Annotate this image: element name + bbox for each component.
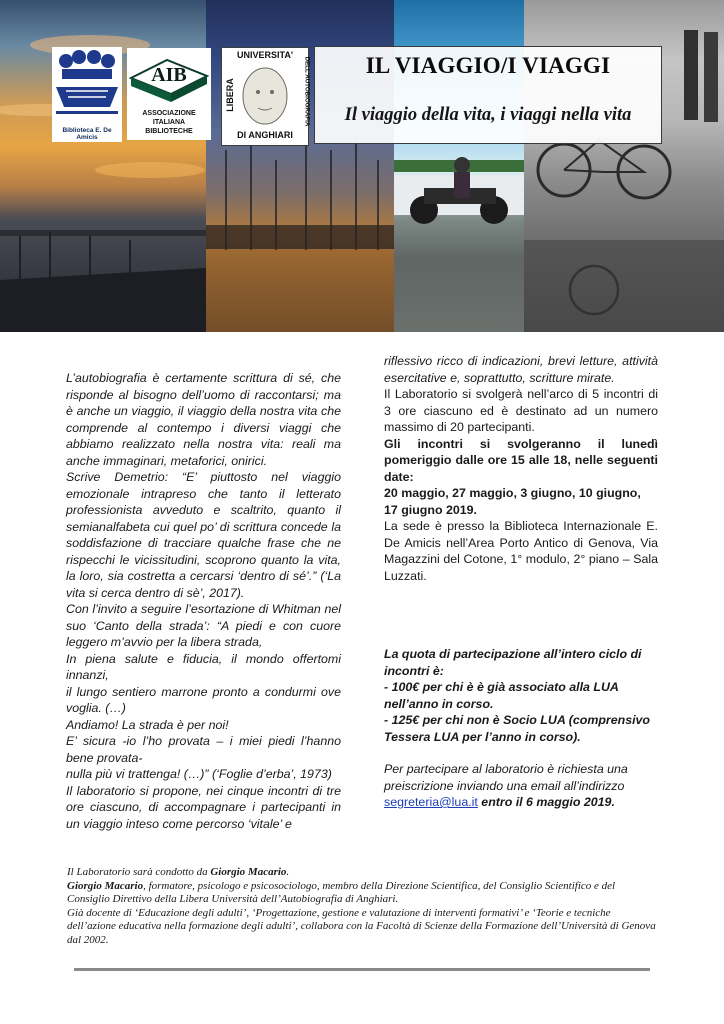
laboratory-structure: Il Laboratorio si svolgerà nell’arco di 5 incontri di 3 ore ciascuno ed è destinato ad un numero massimo di 20 partecipanti. [384,387,658,434]
libera-logo-side: LIBERA [225,78,235,112]
left-column [66,370,341,832]
footer-conductor [67,866,659,880]
aib-line-1: ASSOCIAZIONE [142,110,196,117]
footer-conductor-post: . [286,866,290,878]
poem-line-2: il lungo sentiero marrone pronto a condurmi ove voglia. (…) [66,684,341,715]
fee-members: - 100€ per chi è è già associato alla LUA nell’anno in corso. [384,680,619,711]
fee-non-members: - 125€ per chi non è Socio LUA (comprensivo Tessera LUA per l’anno in corso). [384,713,650,744]
poem-line-1: In piena salute e fiducia, il mondo offertomi innanzi, [66,651,341,682]
whitman-intro: Con l’invito a seguire l’esortazione di Whitman nel suo ‘Canto della strada’: “A piedi e con cuore leggero m’avvio per la libera strada, [66,602,341,649]
signup-paragraph [384,761,658,811]
biblioteca-de-amicis-logo [52,47,122,142]
footer-bio [67,880,659,907]
footer-bio-text: , formatore, psicologo e psicosociologo, membro della Direzione Scientifica, del Consiglio Scientifico e del Consiglio Direttivo della Libera Università dell’Autobiografia di Anghiari. [67,879,616,905]
laboratory-purpose: Il laboratorio si propone, nei cinque incontri di tre ore ciascuno, di accompagnare i partecipanti in un viaggio inteso come percorso ‘vitale’ e [66,783,341,831]
footer-conductor-name: Giorgio Macario [210,866,287,878]
footer-bio-name: Giorgio Macario [67,879,144,892]
fee-intro: La quota di partecipazione all’intero ciclo di incontri è: [384,647,642,678]
footer-divider [74,968,650,971]
footer-conductor-pre: Il Laboratorio sarà condotto da [67,866,211,878]
ship-icon [52,47,122,125]
schedule-dates: 20 maggio, 27 maggio, 3 giugno, 10 giugno, 17 giugno 2019. [384,486,641,517]
poem-line-5: nulla più vi trattenga! (…)” (‘Foglie d’erba’, 1973) [66,767,332,781]
laboratory-purpose-cont: riflessivo ricco di indicazioni, brevi letture, attività esercitative e, soprattutto, scritture mirate. [384,354,658,385]
signup-deadline: entro il 6 maggio 2019. [477,795,615,809]
page-subtitle: Il viaggio della vita, i viaggi nella vita [344,105,632,125]
footer-experience: Già docente di ‘Educazione degli adulti’, ‘Progettazione, gestione e valutazione di interventi formativi’ e ‘Teorie e tecniche dell’azione educativa nella formazione degli adulti’, collabora con la Facoltà di Scienze della Formazione dell’Università di Genova dal 2002. [67,906,656,946]
signup-text: Per partecipare al laboratorio è richiesta una preiscrizione inviando una email all’indirizzo [384,762,628,793]
footer-credits [67,866,659,947]
right-column [384,353,658,811]
libera-logo-right: DELL'AUTOBIOGRAFIA [303,56,311,127]
aib-logo [127,48,211,140]
aib-line-2: ITALIANA [152,119,186,126]
venue-paragraph: La sede è presso la Biblioteca Internazionale E. De Amicis nell’Area Porto Antico di Genova, Via Magazzini del Cotone, 1° modulo, 2° piano – Sala Luzzati. [384,519,658,583]
biblioteca-logo-label: Biblioteca E. De Amicis [62,127,112,141]
aib-line-3: BIBLIOTECHE [145,128,193,135]
title-box [314,46,662,144]
libera-logo-top: UNIVERSITA' [237,50,293,60]
spacer [384,584,658,646]
libera-universita-logo [221,47,309,146]
email-link[interactable]: segreteria@lua.it [384,795,478,809]
libera-logo-bottom: DI ANGHIARI [237,130,293,140]
aib-acronym: AIB [151,64,187,86]
intro-paragraph: L’autobiografia è certamente scrittura di sé, che risponde al bisogno dell’uomo di raccontarsi; ma è anche un viaggio, il viaggio della nostra vita che comprende al contempo i diversi viaggi che abbiamo realizzato nella nostra vita: reali ma anche immaginari, metaforici, onirici. [66,371,341,468]
header-banner [0,0,724,332]
poem-line-4: E’ sicura -io l’ho provata – i miei piedi l’hanno bene provata- [66,734,341,765]
poem-line-3: Andiamo! La strada è per noi! [66,717,229,732]
spacer [384,745,658,761]
schedule-intro: Gli incontri si svolgeranno il lunedì pomeriggio dalle ore 15 alle 18, nelle seguenti date: [384,436,658,484]
demetrio-quote: Scrive Demetrio: “E’ piuttosto nel viaggio emozionale intrapreso che tanto il letterato professionista avveduto e scaltrito, quanto il semianalfabeta cui quel po’ di scrittura concede la soddisfazione di tracciare qualche frase che ne rispecchi le vicissitudini, scoprono quanto la vita, la loro, sia costretta a cercarsi ‘dentro di sé’.” (‘La vita si cerca dentro di sè’, 2017). [66,470,341,600]
page-title: IL VIAGGIO/I VIAGGI [365,53,611,78]
